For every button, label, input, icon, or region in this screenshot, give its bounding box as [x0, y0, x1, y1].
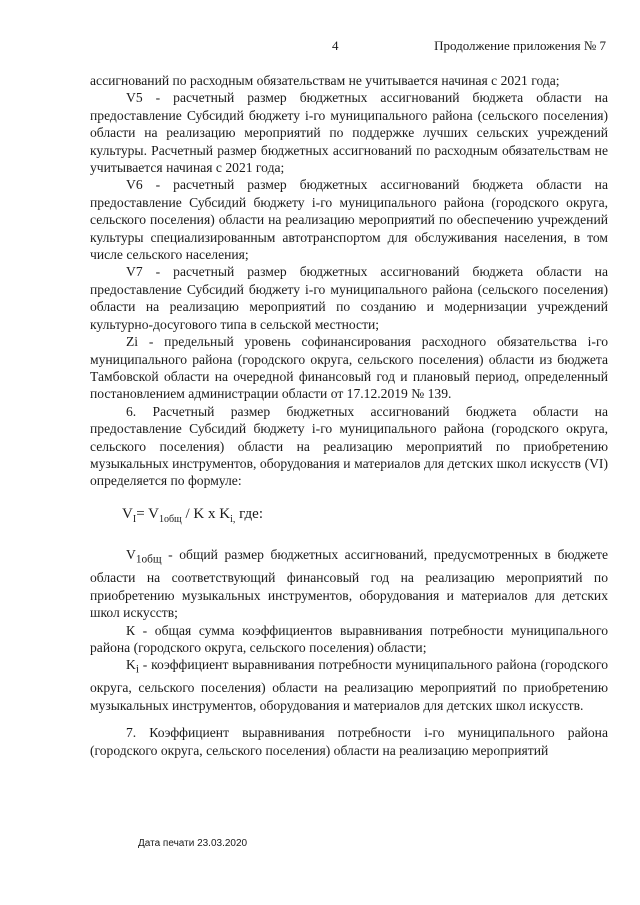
definition-ki	[90, 656, 608, 714]
definition-text: - коэффициент выравнивания потребности муниципального района (городского округа, сельского поселения) области на реализацию мероприятий по приобретению музыкальных инструментов, оборудования и материалов для детских школ искусств.	[90, 657, 608, 713]
definition-symbol: K	[126, 657, 136, 673]
formula	[122, 506, 608, 528]
formula-tail: где:	[235, 505, 264, 522]
appendix-continuation-header: Продолжение приложения № 7	[434, 38, 606, 53]
definition-symbol: К	[126, 622, 136, 638]
paragraph-zi: Zi - предельный уровень софинансирования расходного обязательства i-го муниципального района (городского округа, сельского поселения) области из бюджета Тамбовской области на очередной финансовый год и плановый период, определенный постановлением администрации области от 17.12.2019 № 139.	[90, 334, 608, 402]
paragraph-7: 7. Коэффициент выравнивания потребности i-го муниципального района (городского округа, сельского поселения) области на реализацию мероприятий	[90, 725, 608, 758]
formula-lhs-sub: I	[132, 513, 137, 525]
formula-mid: / K x K	[181, 505, 231, 522]
paragraph-6: 6. Расчетный размер бюджетных ассигнований бюджета области на предоставление Субсидий бюджету i-го муниципального района (городского округа, сельского поселения) области на реализацию мероприятий по приобретению музыкальных инструментов, оборудования и материалов для детских школ искусств (VI) определяется по формуле:	[90, 403, 608, 489]
paragraph-v5: V5 - расчетный размер бюджетных ассигнований бюджета области на предоставление Субсидий бюджету i-го муниципального района (сельского поселения) области на реализацию мероприятий по поддержке лучших сельских учреждений культуры. Расчетный размер бюджетных ассигнований по расходным обязательствам не учитывается начиная с 2021 года;	[90, 90, 608, 176]
definition-symbol: V	[126, 547, 136, 563]
paragraph: ассигнований по расходным обязательствам не учитывается начиная с 2021 года;	[90, 73, 560, 88]
formula-v-sub: 1общ	[158, 513, 182, 525]
definition-subscript: 1общ	[135, 553, 162, 566]
formula-k-sub: i,	[230, 513, 236, 525]
definition-v1obsch	[90, 546, 608, 621]
page-number: 4	[332, 38, 339, 53]
definition-k	[90, 622, 608, 657]
paragraph-v6: V6 - расчетный размер бюджетных ассигнований бюджета области на предоставление Субсидий бюджету i-го муниципального района (городского округа, сельского поселения) области на реализацию мероприятий по обеспечению учреждений культуры специализированным автотранспортом для обслуживания населения, в том числе сельского населения;	[90, 177, 608, 263]
paragraph-v7: V7 - расчетный размер бюджетных ассигнований бюджета области на предоставление Субсидий бюджету i-го муниципального района (сельского поселения) области на реализацию мероприятий по созданию и модернизации учреждений культурно-досугового типа в сельской местности;	[90, 264, 608, 332]
print-date: Дата печати 23.03.2020	[138, 838, 248, 849]
definition-text: - общий размер бюджетных ассигнований, предусмотренных в бюджете области на соответствующий финансовый год на реализацию мероприятий по приобретению музыкальных инструментов, оборудования и материалов для детских школ искусств;	[90, 547, 608, 621]
formula-lhs: V	[122, 505, 133, 522]
definition-subscript: i	[135, 664, 139, 677]
document-body	[90, 72, 608, 759]
definition-text: - общая сумма коэффициентов выравнивания потребности муниципального района (городского округа, сельского поселения) области;	[90, 622, 608, 655]
formula-eq: = V	[136, 505, 159, 522]
